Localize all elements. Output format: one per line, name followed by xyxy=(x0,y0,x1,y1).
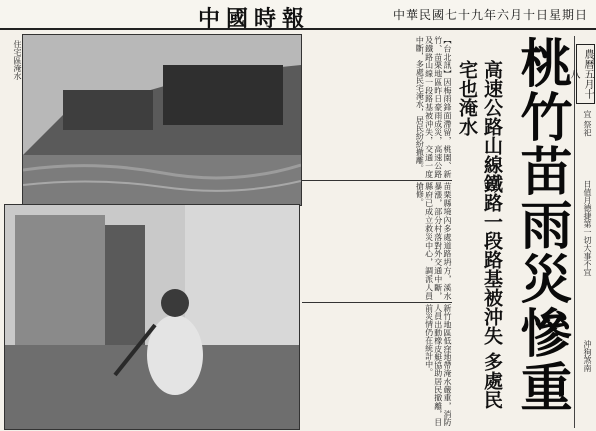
calendar-line: 宜 祭祀 xyxy=(583,110,592,137)
newspaper-logo: 中國時報 xyxy=(198,6,311,32)
calendar-line: 沖狗煞南 xyxy=(583,340,592,372)
flood-photo-bottom xyxy=(4,204,300,430)
article-column: 【台北訊】因梅雨鋒面滯留，桃園、新竹、苗栗地區昨日豪雨成災，高速公路及鐵路山線一段路基被沖失，交通一度中斷，多處民宅淹水，居民紛紛撤離。 xyxy=(415,36,452,178)
sub-headline: 高速公路山線鐵路一段路基被沖失 多處民宅也淹水 xyxy=(456,60,503,409)
column-divider xyxy=(302,302,452,303)
lunar-date-box: 農曆五月十八 xyxy=(576,44,595,104)
article-column: 苗栗縣境內多處道路坍方，溪水暴漲，部分村落對外交通中斷，縣府已成立救災中心，調派人員搶修。 xyxy=(415,182,452,300)
flood-photo-top xyxy=(22,34,302,206)
dateline: 中華民國七十九年六月十日星期日 xyxy=(392,8,588,22)
column-divider xyxy=(302,180,452,181)
article-column: 新竹地區低窪地帶淹水嚴重，消防人員出動橡皮艇協助居民撤離，目前災情仍在統計中。 xyxy=(424,304,452,426)
photo-caption: 住宅區淹水 xyxy=(13,40,22,80)
masthead xyxy=(0,0,596,30)
main-headline: 桃竹苗雨災慘重 xyxy=(511,36,571,414)
calendar-line: 日值月德捷第一切大事不宜 xyxy=(583,180,592,276)
